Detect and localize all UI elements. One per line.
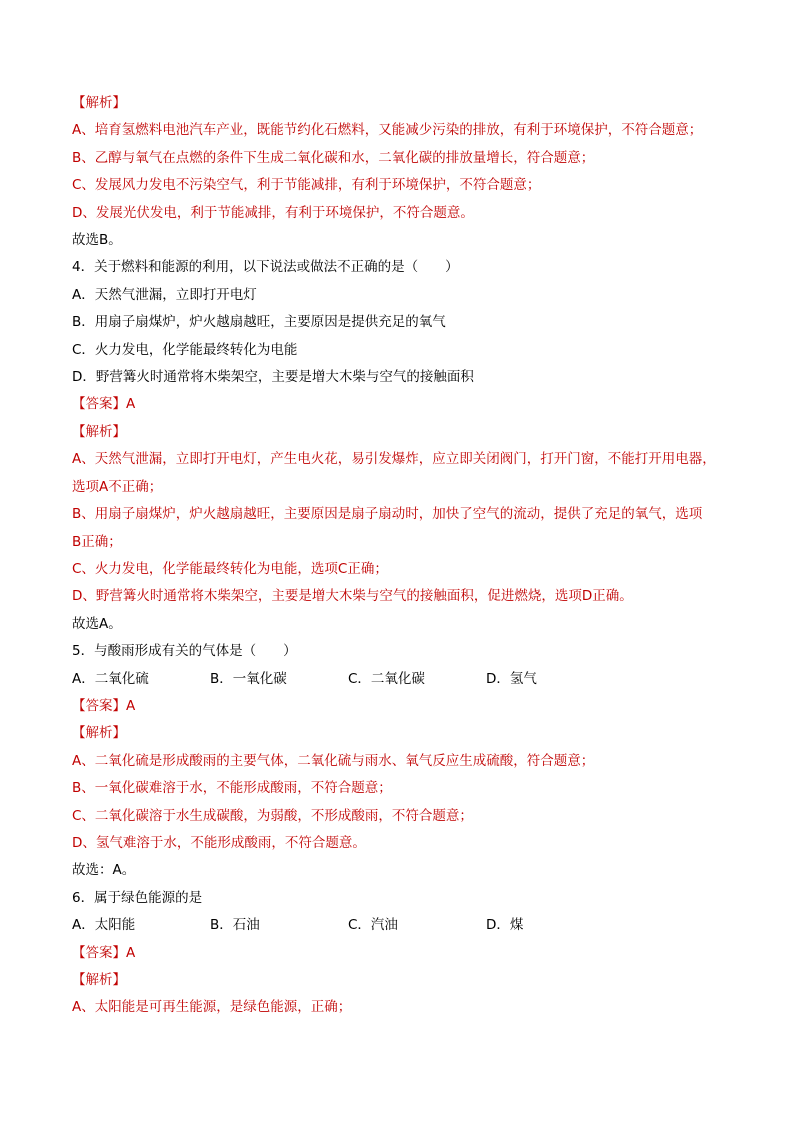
analysis-label: 【解析】 (72, 972, 126, 988)
analysis-line: C、二氧化碳溶于水生成碳酸，为弱酸，不形成酸雨，不符合题意； (72, 807, 473, 824)
analysis-line: B正确； (72, 533, 122, 550)
analysis-line: A、培育氢燃料电池汽车产业，既能节约化石燃料，又能减少污染的排放，有利于环境保护，不符合题意； (72, 122, 703, 139)
analysis-conclusion: 故选B。 (72, 232, 122, 249)
analysis-line: D、发展光伏发电，利于节能减排，有利于环境保护，不符合题意。 (72, 204, 474, 221)
analysis-label: 【解析】 (72, 95, 126, 111)
question-option: C．火力发电，化学能最终转化为电能 (72, 341, 298, 358)
question-option: B．石油 (210, 917, 260, 934)
analysis-line: A、太阳能是可再生能源，是绿色能源，正确； (72, 999, 352, 1016)
question-option: A．二氧化硫 (72, 670, 149, 687)
analysis-line: A、二氧化硫是形成酸雨的主要气体，二氧化硫与雨水、氧气反应生成硫酸，符合题意； (72, 752, 595, 769)
question-stem: 5．与酸雨形成有关的气体是（ ） (72, 643, 297, 660)
analysis-line: 选项A不正确； (72, 478, 163, 495)
question-options-row (72, 666, 734, 693)
analysis-label: 【解析】 (72, 725, 126, 742)
question-option: B．用扇子扇煤炉，炉火越扇越旺，主要原因是提供充足的氧气 (72, 314, 446, 331)
analysis-line: B、一氧化碳难溶于水，不能形成酸雨，不符合题意； (72, 780, 392, 797)
question-option: C．二氧化碳 (348, 670, 425, 687)
analysis-line: C、火力发电，化学能最终转化为电能，选项C正确； (72, 560, 388, 577)
answer-line: 【答案】A (72, 944, 136, 961)
analysis-line: C、发展风力发电不污染空气，利于节能减排，有利于环境保护，不符合题意； (72, 177, 541, 194)
question-stem: 4．关于燃料和能源的利用，以下说法或做法不正确的是（ ） (72, 259, 459, 276)
analysis-line: B、用扇子扇煤炉，炉火越扇越旺，主要原因是扇子扇动时，加快了空气的流动，提供了充足的氧气，选项 (72, 506, 703, 523)
question-stem: 6．属于绿色能源的是 (72, 889, 203, 906)
question-option: D．野营篝火时通常将木柴架空，主要是增大木柴与空气的接触面积 (72, 369, 474, 386)
answer-line: 【答案】A (72, 697, 136, 714)
question-option: D．煤 (486, 917, 524, 934)
answer-line: 【答案】A (72, 396, 136, 413)
question-option: B．一氧化碳 (210, 670, 287, 687)
question-option: A．天然气泄漏，立即打开电灯 (72, 286, 257, 303)
analysis-line: D、野营篝火时通常将木柴架空，主要是增大木柴与空气的接触面积，促进燃烧，选项D正确。 (72, 588, 633, 605)
analysis-line: A、天然气泄漏，立即打开电灯，产生电火花，易引发爆炸，应立即关闭阀门，打开门窗，不能打开用电器， (72, 451, 716, 468)
question-option: D．氢气 (486, 670, 537, 687)
question-option: C．汽油 (348, 917, 398, 934)
analysis-conclusion: 故选：A。 (72, 862, 136, 879)
analysis-label: 【解析】 (72, 423, 126, 440)
question-option: A．太阳能 (72, 917, 136, 934)
analysis-line: B、乙醇与氧气在点燃的条件下生成二氧化碳和水，二氧化碳的排放量增长，符合题意； (72, 149, 595, 166)
analysis-conclusion: 故选A。 (72, 615, 122, 632)
analysis-line: D、氢气难溶于水，不能形成酸雨，不符合题意。 (72, 834, 366, 851)
question-options-row (72, 912, 734, 939)
